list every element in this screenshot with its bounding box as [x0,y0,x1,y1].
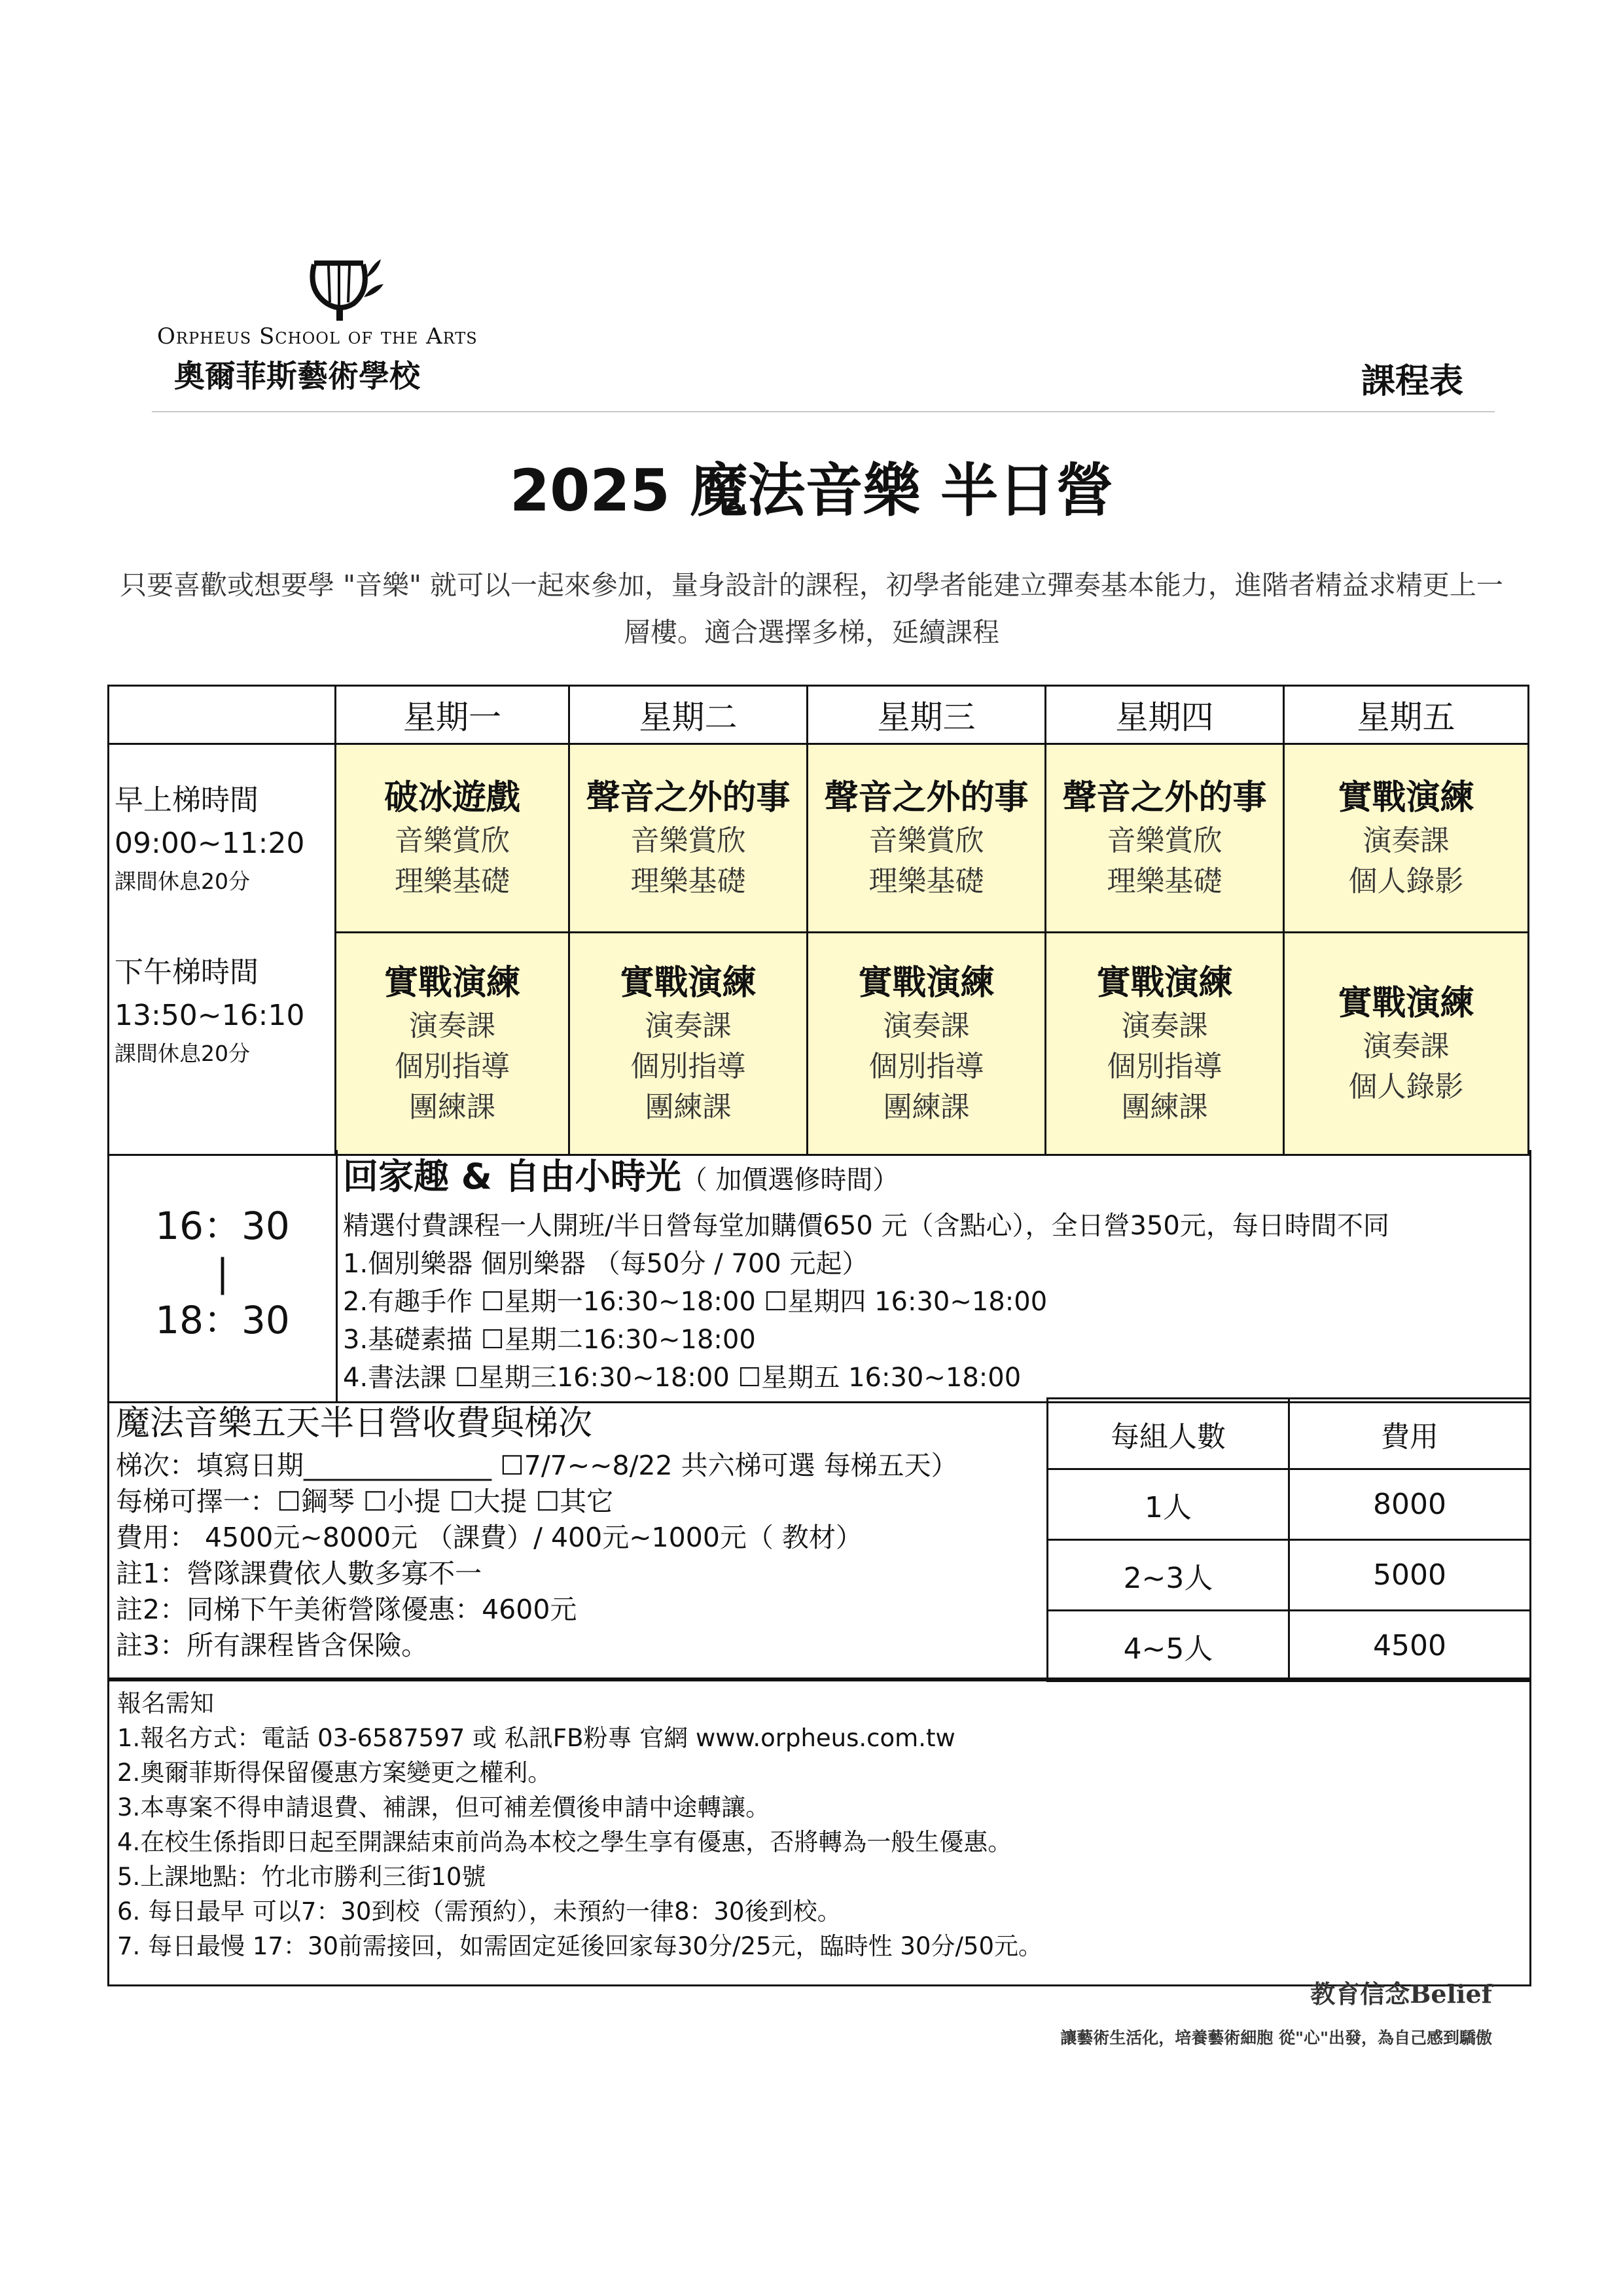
course-line: 音樂賞欣 [395,823,510,857]
evening-title-note: （ 加價選修時間） [681,1165,899,1195]
course-line: 團練課 [1121,1090,1208,1124]
fee-title: 魔法音樂五天半日營收費與梯次 [116,1404,593,1443]
fee-line: 註2：同梯下午美術營隊優惠：4600元 [116,1594,577,1625]
notes-title: 報名需知 [117,1689,214,1717]
afternoon-row [109,933,1529,1155]
evening-time [109,1202,336,1344]
day-header-mon: 星期一 [336,686,569,744]
school-logo [154,247,534,398]
day-header-fri: 星期五 [1284,686,1529,744]
course-line: 理樂基礎 [1107,864,1222,898]
course-title: 聲音之外的事 [1062,778,1267,817]
evening-divider [336,1150,338,1401]
evening-line: 精選付費課程一人開班/半日營每堂加購價650 元（含點心），全日營350元，每日時間不同 [343,1211,1389,1241]
weekly-schedule-table [107,685,1529,1156]
course-line: 演奏課 [645,1009,732,1043]
table-row [1048,1469,1531,1540]
evening-line: 2.有趣手作 ☐星期一16:30~18:00 ☐星期四 16:30~18:00 [343,1287,1048,1317]
list-item: 2.奧爾菲斯得保留優惠方案變更之權利。 [117,1759,552,1787]
fee-people: 4~5人 [1048,1611,1289,1681]
afternoon-cell-fri [1284,933,1529,1155]
header-divider [152,411,1495,412]
morning-cell-thu [1046,744,1284,933]
course-line: 個別指導 [630,1049,746,1083]
table-row [1048,1540,1531,1611]
table-row [1048,1611,1531,1681]
fee-people: 1人 [1048,1469,1289,1540]
schedule-corner-cell [109,686,336,744]
course-line: 團練課 [883,1090,970,1124]
evening-line: 1.個別樂器 個別樂器 （每50分 / 700 元起） [343,1249,868,1279]
fee-amount: 4500 [1289,1611,1531,1681]
morning-time: 09:00~11:20 [115,827,305,861]
education-belief: 教育信念Belief [1310,1979,1492,2009]
course-title: 實戰演練 [620,963,757,1003]
list-item: 4.在校生係指即日起至開課結束前尚為本校之學生享有優惠，否將轉為一般生優惠。 [117,1828,1012,1856]
day-header-tue: 星期二 [569,686,808,744]
course-line: 音樂賞欣 [868,823,984,857]
fee-header-people: 每組人數 [1048,1399,1289,1469]
evening-session-box [107,1150,1531,1403]
fee-line: 註3：所有課程皆含保險。 [116,1630,429,1661]
course-line: 個人錄影 [1348,1069,1464,1103]
evening-line: 4.書法課 ☐星期三16:30~18:00 ☐星期五 16:30~18:00 [343,1363,1022,1393]
day-header-thu: 星期四 [1046,686,1284,744]
afternoon-time: 13:50~16:10 [115,998,305,1032]
course-line: 理樂基礎 [868,864,984,898]
course-line: 演奏課 [883,1009,970,1043]
morning-cell-tue [569,744,808,933]
morning-row [109,744,1529,933]
course-line: 個別指導 [868,1049,984,1083]
morning-label: 早上梯時間 [115,783,259,817]
course-line: 演奏課 [409,1009,495,1043]
evening-time-end: 18：30 [155,1298,290,1342]
lyre-logo-icon [301,251,386,323]
course-line: 團練課 [645,1090,732,1124]
evening-content [343,1150,1523,1397]
afternoon-cell-tue [569,933,808,1155]
fee-people: 2~3人 [1048,1540,1289,1611]
fee-table [1046,1397,1531,1682]
fee-details [116,1399,1045,1664]
afternoon-break-note: 課間休息20分 [115,1040,250,1066]
page-title: 2025 魔法音樂 半日營 [509,457,1114,524]
course-title: 實戰演練 [1338,778,1474,817]
fee-header-cost: 費用 [1289,1399,1531,1469]
afternoon-label: 下午梯時間 [115,955,259,989]
fee-line: 每梯可擇一：☐鋼琴 ☐小提 ☐大提 ☐其它 [116,1486,614,1517]
fee-section-box [107,1399,1531,1681]
evening-line: 3.基礎素描 ☐星期二16:30~18:00 [343,1325,756,1355]
course-title: 實戰演練 [1096,963,1233,1003]
logo-english-name: Orpheus School of the Arts [157,323,478,350]
list-item: 5.上課地點：竹北市勝利三街10號 [117,1863,486,1891]
course-line: 個人錄影 [1348,864,1464,898]
course-line: 個別指導 [395,1049,510,1083]
course-line: 團練課 [409,1090,495,1124]
afternoon-cell-wed [808,933,1046,1155]
list-item: 6. 每日最早 可以7：30到校（需預約），未預約一律8：30後到校。 [117,1897,842,1926]
schedule-header-row [109,686,1529,744]
list-item: 3.本專案不得申請退費、補課，但可補差價後申請中途轉讓。 [117,1793,770,1821]
afternoon-cell-mon [336,933,569,1155]
intro-text: 只要喜歡或想要學 "音樂" 就可以一起來參加，量身設計的課程，初學者能建立彈奏基本能力，進階者精益求精更上一層樓。適合選擇多梯，延續課程 [120,569,1503,648]
course-title: 實戰演練 [858,963,995,1003]
course-title: 聲音之外的事 [586,778,791,817]
course-line: 音樂賞欣 [630,823,746,857]
course-line: 理樂基礎 [630,864,746,898]
evening-title-text: 回家趣 & 自由小時光 [343,1156,681,1197]
course-line: 理樂基礎 [395,864,510,898]
slogan: 讓藝術生活化，培養藝術細胞 從"心"出發，為自己感到驕傲 [1060,2028,1492,2047]
morning-cell-wed [808,744,1046,933]
course-line: 演奏課 [1121,1009,1208,1043]
course-line: 音樂賞欣 [1107,823,1222,857]
morning-cell-fri [1284,744,1529,933]
morning-break-note: 課間休息20分 [115,869,250,895]
day-header-wed: 星期三 [808,686,1046,744]
logo-chinese-name: 奧爾菲斯藝術學校 [174,359,420,395]
evening-time-start: 16：30 [155,1204,290,1248]
course-line: 個別指導 [1107,1049,1222,1083]
fee-amount: 5000 [1289,1540,1531,1611]
registration-notes-box [107,1677,1531,1986]
fee-line: 費用： 4500元~8000元 （課費）/ 400元~1000元（ 教材） [116,1522,863,1553]
course-line: 演奏課 [1363,1029,1450,1063]
document-type-label: 課程表 [1361,361,1463,401]
evening-title [343,1150,1523,1207]
evening-time-separator: | [216,1251,229,1295]
fee-line: 註1：營隊課費依人數多寡不一 [116,1558,482,1589]
fee-line: 梯次：填寫日期______________ ☐7/7~~8/22 共六梯可選 每梯五天） [116,1450,958,1481]
fee-amount: 8000 [1289,1469,1531,1540]
course-title: 實戰演練 [1338,983,1474,1023]
list-item: 1.報名方式：電話 03-6587597 或 私訊FB粉專 官網 www.orpheus.com.tw [117,1724,955,1752]
afternoon-slot-label [109,933,336,1155]
fee-table-header [1048,1399,1531,1469]
course-line: 演奏課 [1363,823,1450,857]
afternoon-cell-thu [1046,933,1284,1155]
course-title: 實戰演練 [383,963,520,1003]
course-title: 聲音之外的事 [824,778,1029,817]
morning-cell-mon [336,744,569,933]
list-item: 7. 每日最慢 17：30前需接回，如需固定延後回家每30分/25元，臨時性 30分/50元。 [117,1932,1043,1960]
course-title: 破冰遊戲 [383,778,520,817]
morning-slot-label [109,744,336,933]
